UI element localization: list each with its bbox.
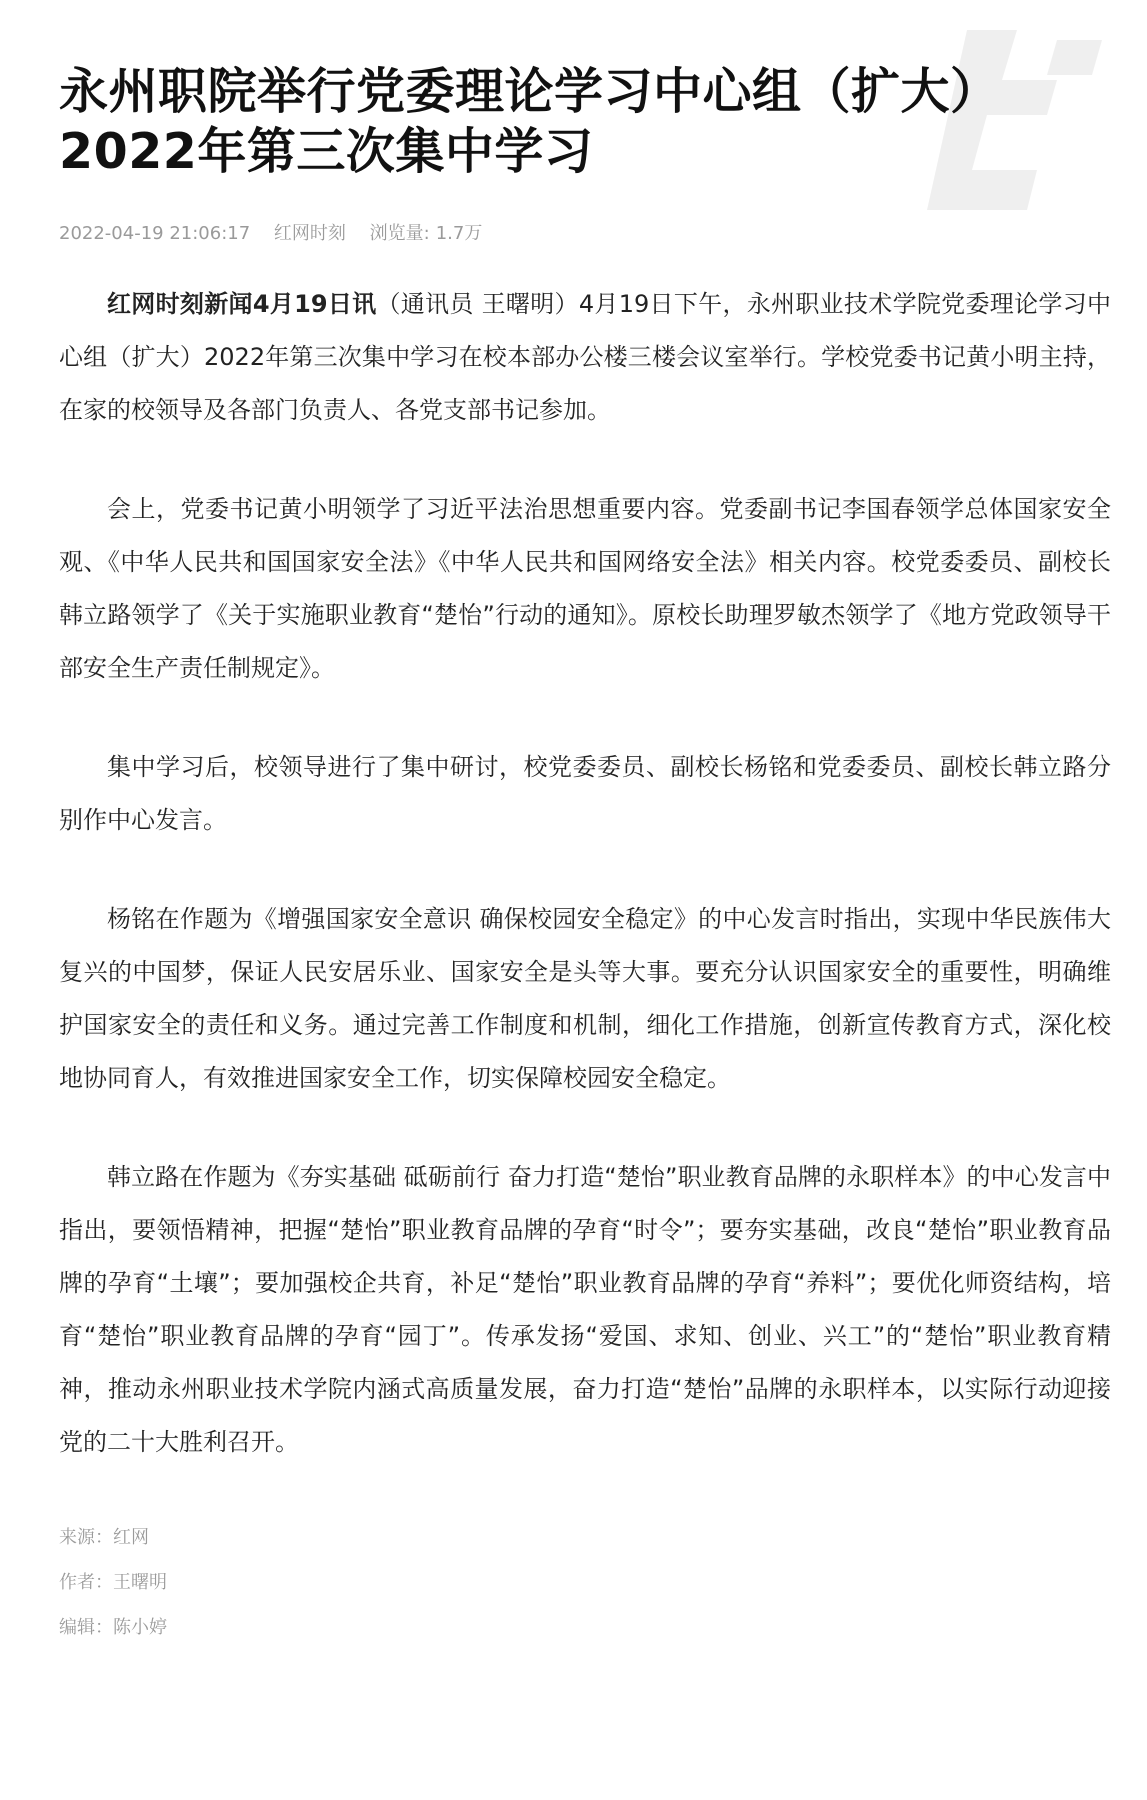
source-name[interactable]: 红网时刻	[273, 223, 346, 244]
footer-source: 来源：红网	[59, 1527, 149, 1548]
publish-datetime: 2022-04-19 21:06:17	[59, 223, 251, 244]
body-paragraph: 会上，党委书记黄小明领学了习近平法治思想重要内容。党委副书记李国春领学总体国家安全观、《中华人民共和国国家安全法》《中华人民共和国网络安全法》相关内容。校党委委员、副校长韩立路领学了《关于实施职业教育“楚怡”行动的通知》。原校长助理罗敏杰领学了《地方党政领导干部安全生产责任制规定》。	[59, 495, 1111, 682]
footer-author: 作者：王曙明	[59, 1572, 167, 1593]
footer-editor: 编辑：陈小婷	[59, 1617, 167, 1638]
view-count-value: 1.7万	[435, 223, 483, 244]
article-body	[59, 278, 1111, 1469]
body-paragraph: 集中学习后，校领导进行了集中研讨，校党委委员、副校长杨铭和党委委员、副校长韩立路分别作中心发言。	[59, 753, 1111, 834]
article	[59, 62, 1111, 1650]
article-title: 永州职院举行党委理论学习中心组（扩大）2022年第三次集中学习	[59, 63, 1000, 180]
body-paragraph: 韩立路在作题为《夯实基础 砥砺前行 奋力打造“楚怡”职业教育品牌的永职样本》的中心发言中指出，要领悟精神，把握“楚怡”职业教育品牌的孕育“时令”；要夯实基础，改良“楚怡”职业教育品牌的孕育“土壤”；要加强校企共育，补足“楚怡”职业教育品牌的孕育“养料”；要优化师资结构，培育“楚怡”职业教育品牌的孕育“园丁”。传承发扬“爱国、求知、创业、兴工”的“楚怡”职业教育精神，推动永州职业技术学院内涵式高质量发展，奋力打造“楚怡”品牌的永职样本，以实际行动迎接党的二十大胜利召开。	[59, 1163, 1111, 1456]
lead-text: （通讯员 王曙明）4月19日下午，永州职业技术学院党委理论学习中心组（扩大）2022年第三次集中学习在校本部办公楼三楼会议室举行。学校党委书记黄小明主持，在家的校领导及各部门负责人、各党支部书记参加。	[59, 290, 1112, 424]
body-paragraph: 杨铭在作题为《增强国家安全意识 确保校园安全稳定》的中心发言时指出，实现中华民族伟大复兴的中国梦，保证人民安居乐业、国家安全是头等大事。要充分认识国家安全的重要性，明确维护国家安全的责任和义务。通过完善工作制度和机制，细化工作措施，创新宣传教育方式，深化校地协同育人，有效推进国家安全工作，切实保障校园安全稳定。	[59, 905, 1111, 1092]
article-footer	[59, 1515, 1111, 1650]
view-count-label: 浏览量:	[369, 223, 430, 244]
lead-paragraph	[59, 278, 1111, 437]
view-count	[370, 223, 483, 244]
article-meta	[59, 222, 1111, 246]
dateline: 红网时刻新闻4月19日讯	[107, 290, 377, 318]
